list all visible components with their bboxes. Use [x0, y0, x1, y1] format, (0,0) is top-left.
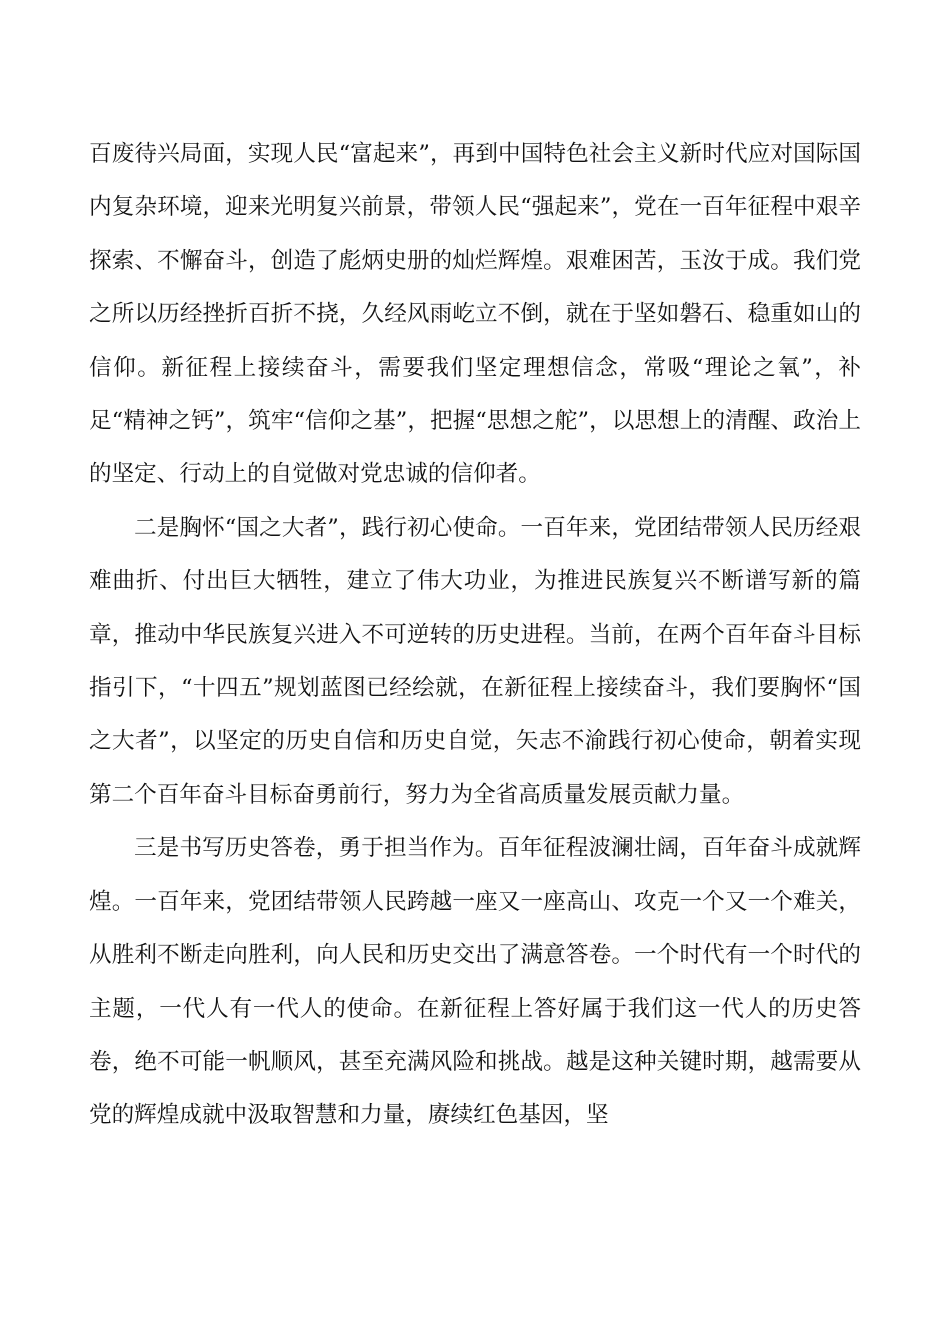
paragraph-continuation: 百废待兴局面，实现人民“富起来”，再到中国特色社会主义新时代应对国际国内复杂环境，迎来光明复兴前景，带领人民“强起来”，党在一百年征程中艰辛探索、不懈奋斗，创造了彪炳史册的灿烂辉煌。艰难困苦，玉汝于成。我们党之所以历经挫折百折不挠，久经风雨屹立不倒，就在于坚如磐石、稳重如山的信仰。新征程上接续奋斗，需要我们坚定理想信念，常吸“理论之氧”，补足“精神之钙”，筑牢“信仰之基”，把握“思想之舵”，以思想上的清醒、政治上的坚定、行动上的自觉做对党忠诚的信仰者。 [89, 141, 861, 488]
document-body [89, 128, 861, 1143]
paragraph-point-three: 三是书写历史答卷，勇于担当作为。百年征程波澜壮阔，百年奋斗成就辉煌。一百年来，党团结带领人民跨越一座又一座高山、攻克一个又一个难关，从胜利不断走向胜利，向人民和历史交出了满意答卷。一个时代有一个时代的主题，一代人有一代人的使命。在新征程上答好属于我们这一代人的历史答卷，绝不可能一帆顺风，甚至充满风险和挑战。越是这种关键时期，越需要从党的辉煌成就中汲取智慧和力量，赓续红色基因，坚 [89, 835, 861, 1129]
paragraph-point-two: 二是胸怀“国之大者”，践行初心使命。一百年来，党团结带领人民历经艰难曲折、付出巨大牺牲，建立了伟大功业，为推进民族复兴不断谱写新的篇章，推动中华民族复兴进入不可逆转的历史进程。当前，在两个百年奋斗目标指引下，“十四五”规划蓝图已经绘就，在新征程上接续奋斗，我们要胸怀“国之大者”，以坚定的历史自信和历史自觉，矢志不渝践行初心使命，朝着实现第二个百年奋斗目标奋勇前行，努力为全省高质量发展贡献力量。 [89, 514, 861, 808]
